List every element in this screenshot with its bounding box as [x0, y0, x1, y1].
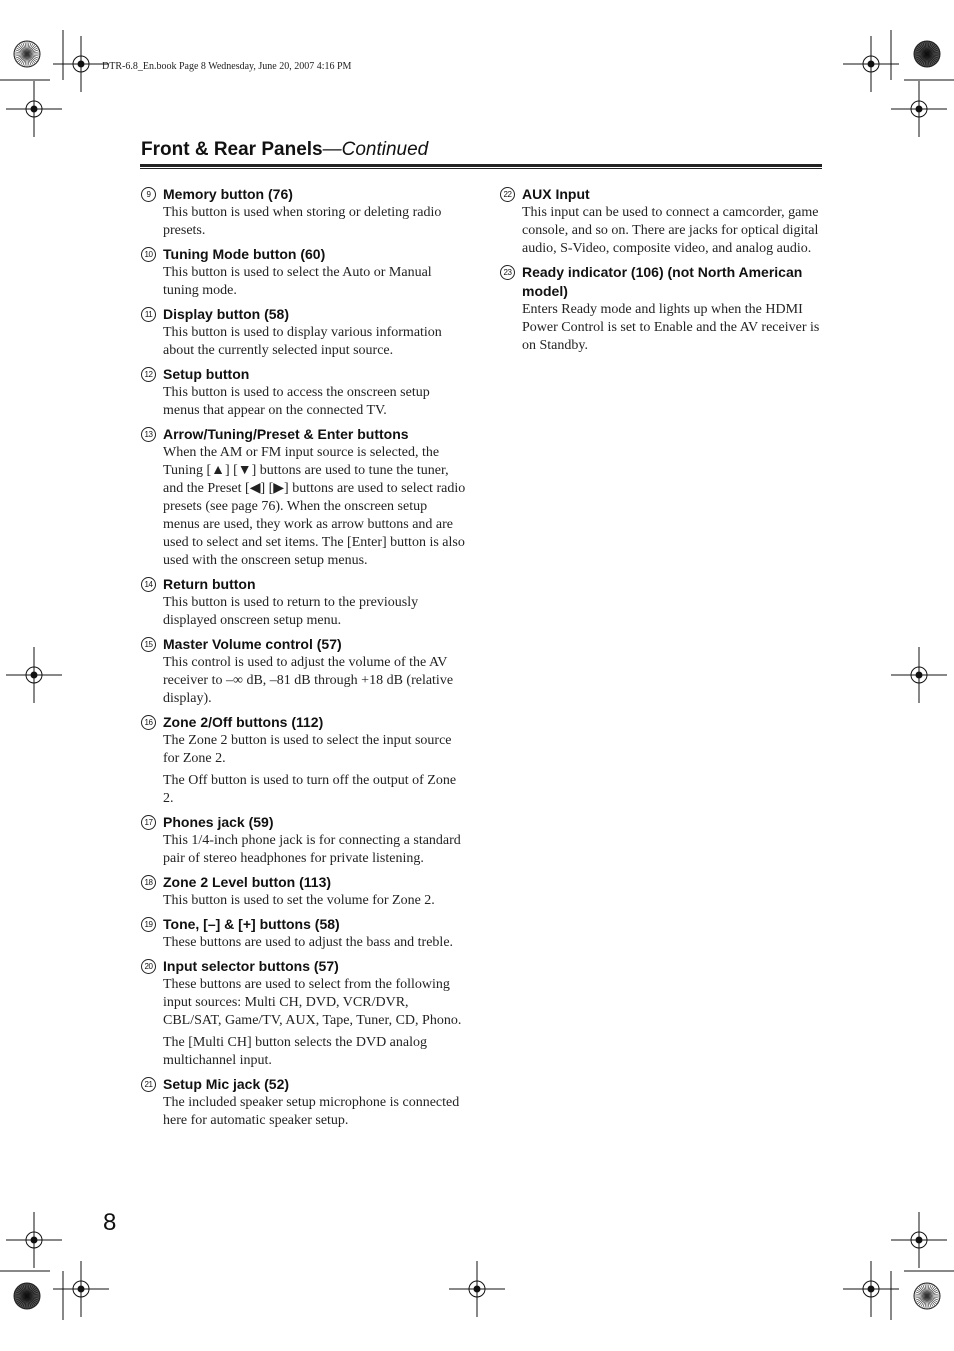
item-number-badge: 19	[141, 917, 156, 932]
registration-target-icon	[6, 81, 62, 137]
item-heading: Tone, [–] & [+] buttons (58)	[163, 916, 340, 932]
feature-item	[141, 713, 466, 808]
color-registration-wheel-icon	[14, 41, 40, 67]
section-title	[141, 139, 428, 161]
item-number-badge: 11	[141, 307, 156, 322]
feature-item	[141, 425, 466, 570]
feature-item	[141, 245, 466, 300]
item-heading: Zone 2 Level button (113)	[163, 874, 332, 890]
feature-item	[141, 575, 466, 630]
section-title-continued: —Continued	[322, 139, 429, 160]
feature-item	[141, 957, 466, 1070]
item-heading: Phones jack (59)	[163, 814, 274, 830]
item-description: This button is used to access the onscreen setup menus that appear on the connected TV.	[163, 385, 430, 418]
item-number-badge: 14	[141, 577, 156, 592]
item-number-badge: 21	[141, 1077, 156, 1092]
item-heading: Display button (58)	[163, 306, 290, 322]
item-description: This button is used when storing or deleting radio presets.	[163, 205, 442, 238]
item-heading: Ready indicator (106) (not North American model)	[522, 264, 803, 299]
section-title-main: Front & Rear Panels	[141, 139, 323, 160]
item-number-badge: 9	[141, 187, 156, 202]
item-heading: Setup Mic jack (52)	[163, 1076, 290, 1092]
item-heading: Memory button (76)	[163, 186, 293, 202]
item-description: The included speaker setup microphone is connected here for automatic speaker setup.	[163, 1095, 460, 1128]
feature-item	[141, 915, 466, 952]
title-rule	[140, 164, 822, 169]
item-heading: Input selector buttons (57)	[163, 958, 339, 974]
feature-item	[500, 185, 822, 258]
feature-item	[141, 365, 466, 420]
registration-target-icon	[449, 1261, 505, 1317]
page-number: 8	[103, 1209, 117, 1236]
item-number-badge: 15	[141, 637, 156, 652]
feature-item	[141, 873, 466, 910]
item-heading: Arrow/Tuning/Preset & Enter buttons	[163, 426, 409, 442]
registration-target-icon	[6, 1212, 62, 1268]
item-description: This 1/4-inch phone jack is for connecting a standard pair of stereo headphones for private listening.	[163, 833, 461, 866]
registration-target-icon	[843, 1261, 899, 1317]
registration-target-icon	[6, 647, 62, 703]
item-heading: AUX Input	[522, 186, 590, 202]
registration-target-icon	[53, 36, 109, 92]
registration-target-icon	[891, 1212, 947, 1268]
registration-target-icon	[53, 1261, 109, 1317]
feature-item	[500, 263, 822, 355]
item-description: This control is used to adjust the volume of the AV receiver to –∞ dB, –81 dB through +18 dB (relative display).	[163, 655, 454, 706]
item-description: When the AM or FM input source is selected, the Tuning [▲] [▼] buttons are used to tune the tuner, and the Preset [◀] [▶] buttons are used to select radio presets (see page 76). When the onscreen setup menus are used, they work as arrow buttons and are used to select and set items. The [Enter] button is also used with the onscreen setup menus.	[163, 445, 466, 568]
item-number-badge: 10	[141, 247, 156, 262]
feature-item	[141, 1075, 466, 1130]
item-description: The [Multi CH] button selects the DVD analog multichannel input.	[163, 1035, 428, 1068]
registration-target-icon	[891, 647, 947, 703]
item-description: The Off button is used to turn off the output of Zone 2.	[163, 773, 457, 806]
item-heading: Zone 2/Off buttons (112)	[163, 714, 324, 730]
item-description: This button is used to return to the previously displayed onscreen setup menu.	[163, 595, 419, 628]
item-heading: Master Volume control (57)	[163, 636, 342, 652]
item-number-badge: 20	[141, 959, 156, 974]
item-number-badge: 23	[500, 265, 515, 280]
registration-target-icon	[891, 81, 947, 137]
registration-target-icon	[843, 36, 899, 92]
item-heading: Return button	[163, 576, 256, 592]
item-description: This button is used to select the Auto or Manual tuning mode.	[163, 265, 432, 298]
feature-item	[141, 635, 466, 708]
color-registration-wheel-icon	[14, 1283, 40, 1309]
item-description: Enters Ready mode and lights up when the HDMI Power Control is set to Enable and the AV receiver is on Standby.	[522, 302, 820, 353]
item-description: These buttons are used to select from the following input sources: Multi CH, DVD, VCR/DVR, CBL/SAT, Game/TV, AUX, Tape, Tuner, CD, Phono.	[163, 977, 462, 1028]
item-number-badge: 13	[141, 427, 156, 442]
print-header: DTR-6.8_En.book Page 8 Wednesday, June 20, 2007 4:16 PM	[102, 61, 352, 72]
item-description: This button is used to set the volume for Zone 2.	[163, 893, 435, 908]
item-heading: Setup button	[163, 366, 250, 382]
item-description: This input can be used to connect a camcorder, game console, and so on. There are jacks for optical digital audio, S-Video, composite video, and analog audio.	[522, 205, 819, 256]
color-registration-wheel-icon	[914, 41, 940, 67]
feature-item	[141, 813, 466, 868]
item-description: This button is used to display various information about the currently selected input source.	[163, 325, 442, 358]
feature-item	[141, 305, 466, 360]
left-column	[141, 185, 466, 1135]
item-number-badge: 22	[500, 187, 515, 202]
right-column	[500, 185, 822, 360]
item-heading: Tuning Mode button (60)	[163, 246, 326, 262]
item-number-badge: 12	[141, 367, 156, 382]
item-description: These buttons are used to adjust the bass and treble.	[163, 935, 454, 950]
item-number-badge: 16	[141, 715, 156, 730]
feature-item	[141, 185, 466, 240]
color-registration-wheel-icon	[914, 1283, 940, 1309]
item-description: The Zone 2 button is used to select the input source for Zone 2.	[163, 733, 452, 766]
item-number-badge: 17	[141, 815, 156, 830]
item-number-badge: 18	[141, 875, 156, 890]
